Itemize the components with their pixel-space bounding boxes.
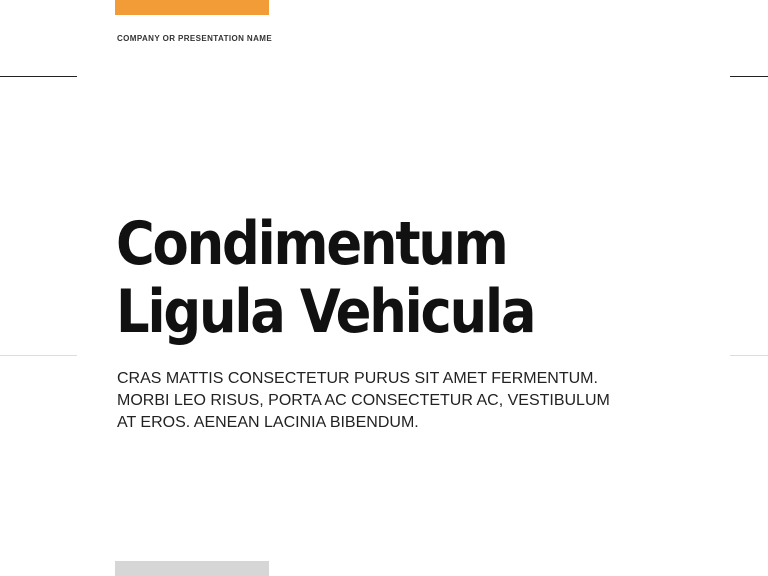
slide-title-line-2: Ligula Vehicula bbox=[116, 277, 535, 347]
bottom-footer-bar bbox=[115, 561, 269, 576]
top-left-rule bbox=[0, 76, 77, 77]
slide-title-line-1: Condimentum bbox=[116, 209, 507, 279]
top-accent-bar bbox=[115, 0, 269, 15]
slide-body-text bbox=[117, 368, 617, 434]
company-name: COMPANY OR PRESENTATION NAME bbox=[117, 34, 273, 43]
body-line-2: MORBI LEO RISUS, PORTA AC CONSECTETUR AC, VESTIBULUM bbox=[117, 392, 610, 409]
slide-title bbox=[116, 210, 644, 346]
top-right-rule bbox=[730, 76, 768, 77]
middle-left-rule bbox=[0, 355, 77, 356]
middle-right-rule bbox=[730, 355, 768, 356]
body-line-1: CRAS MATTIS CONSECTETUR PURUS SIT AMET FERMENTUM. bbox=[117, 370, 598, 387]
body-line-3: AT EROS. AENEAN LACINIA BIBENDUM. bbox=[117, 414, 419, 431]
